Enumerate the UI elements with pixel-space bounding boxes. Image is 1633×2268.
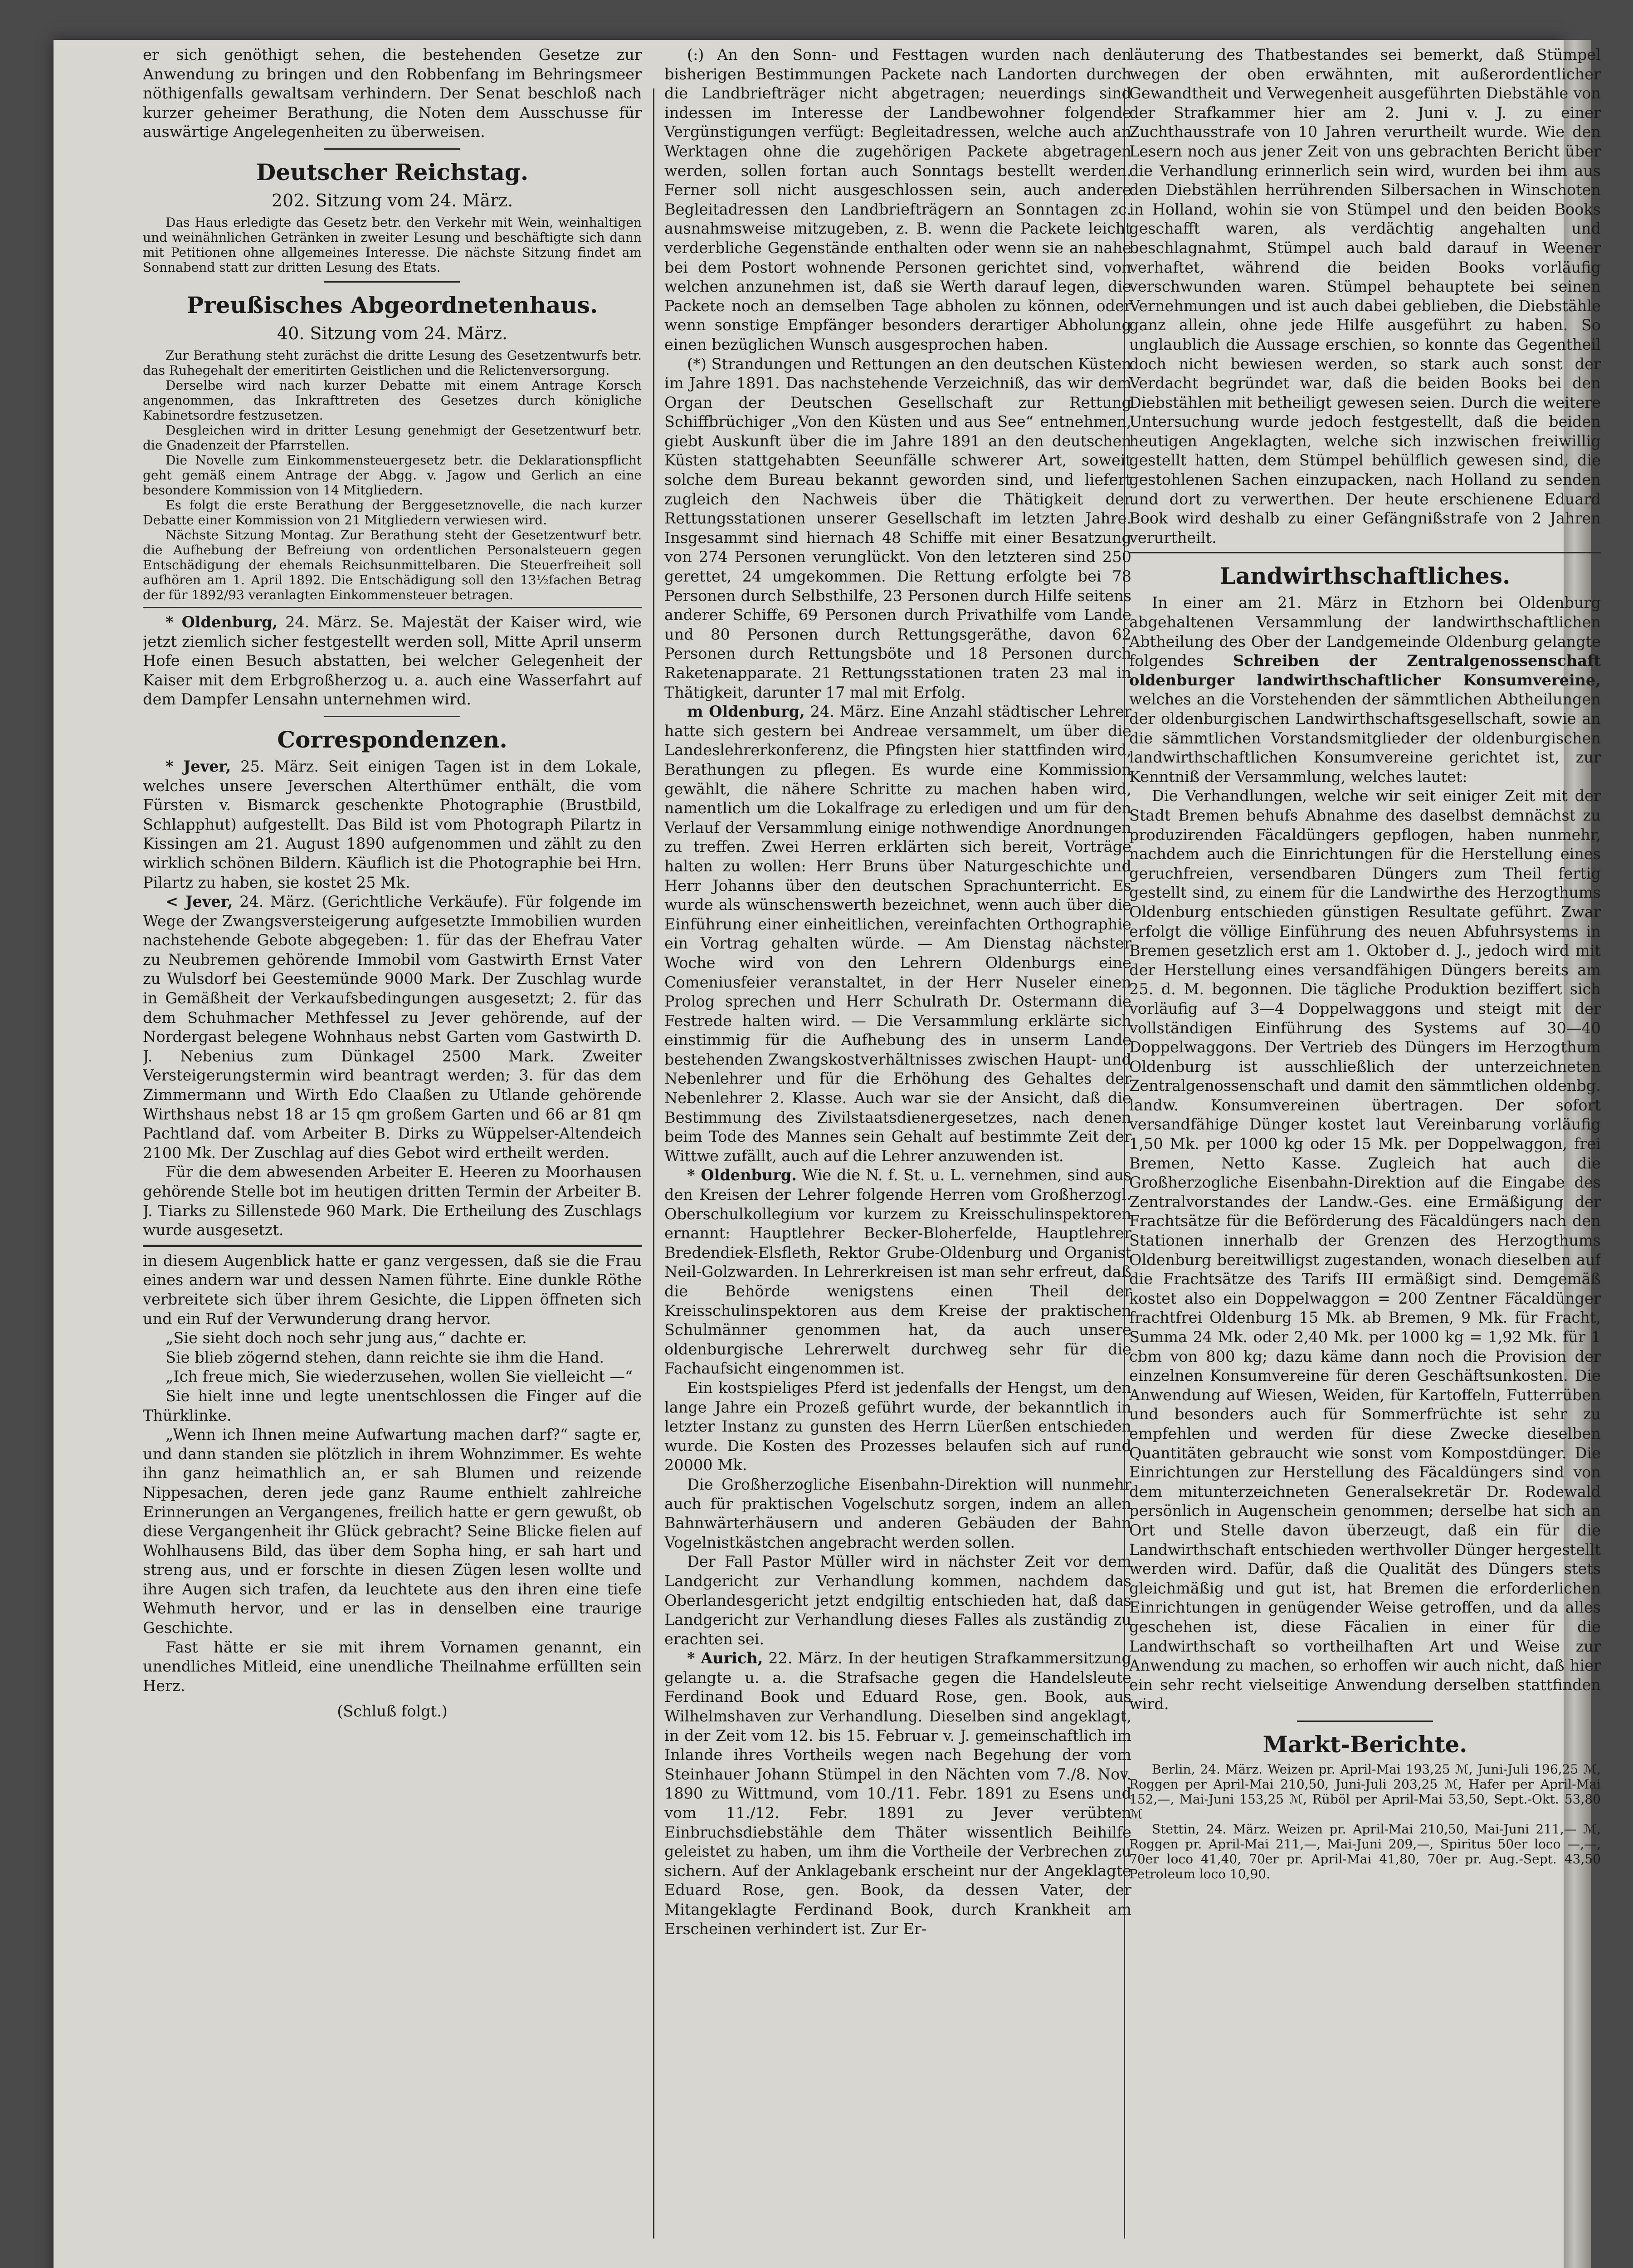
dateline: < Jever, (166, 893, 233, 911)
reichstag-heading: Deutscher Reichstag. (256, 158, 529, 186)
column-3 (1129, 45, 1601, 2200)
landwirthschaftliches-heading: Landwirthschaftliches. (1219, 562, 1511, 590)
abg-paragraph: Nächste Sitzung Montag. Zur Berathung steht der Gesetzentwurf betr. die Aufhebung der Befreiung von ordentlichen Personalsteuern gegen Entschädigung der ehemals Reichsunmittelbaren. Die Steuerfreiheit soll aufhören am 1. April 1892. Die Entschädigung soll den 13½fachen Betrag der für 1892/93 veranlagten Einkommensteuer betragen. (143, 527, 642, 602)
dateline: m Oldenburg, (687, 703, 805, 721)
dateline: * Oldenburg, (166, 613, 278, 631)
separator (324, 148, 460, 150)
feuilleton-rule (143, 1245, 642, 1247)
feuilleton-paragraph: „Sie sieht doch noch sehr jung aus,“ dachte er. (166, 1329, 527, 1347)
separator (1297, 1721, 1433, 1722)
markt-berichte-heading: Markt-Berichte. (1263, 1730, 1467, 1758)
separator (1129, 552, 1601, 553)
news-item: m Oldenburg, 24. März. Eine Anzahl städtischer Lehrer hatte sich gestern bei Andreae versammelt, um über die Landeslehrerkonferenz, die Pfingsten hier stattfinden wird, Berathungen zu pflegen. Es wurde eine Kommission gewählt, die nähere Schritte zu machen haben wird, namentlich um die Lokalfrage zu erledigen und um für den Verlauf der Versammlung einige nothwendige Anordnungen zu treffen. Zwei Herren erklärten sich bereit, Vorträge halten zu wollen: Herr Bruns über Naturgeschichte und Herr Johanns über den deutschen Sprachunterricht. Es wurde als wünschenswerth bezeichnet, wenn auch über die Einführung einer einheitlichen, vereinfachten Orthographie ein Vortrag gehalten würde. — Am Dienstag nächster Woche wird von den Lehrern Oldenburgs eine Comeniusfeier veranstaltet, in der Herr Nuseler einen Prolog sprechen und Herr Schulrath Dr. Ostermann die Festrede halten wird. — Die Versammlung erklärte sich einstimmig für die Aufhebung des in unserm Lande bestehenden Zwangskostverhältnisses zwischen Haupt- und Nebenlehrer und für die Erhöhung des Gehaltes der Nebenlehrer 2. Klasse. Auch war sie der Ansicht, daß die Bestimmung des Zivilstaatsdienergesetzes, nach denen beim Tode des Mannes sein Gehalt auf bestimmte Zeit der Wittwe zufällt, auch auf die Lehrer anzuwenden ist. (664, 703, 1131, 1165)
abgeordnetenhaus-session: 40. Sitzung vom 24. März. (277, 323, 508, 343)
abg-paragraph: Es folgt die erste Berathung der Berggesetznovelle, die nach kurzer Debatte einer Kommission von 21 Mitgliedern verwiesen wird. (143, 497, 642, 528)
column-rule-1 (653, 88, 654, 2239)
land-paragraph: Die Verhandlungen, welche wir seit einiger Zeit mit der Stadt Bremen behufs Abnahme des daselbst demnächst zu produzirenden Fäcaldüngers gepflogen, haben nunmehr, nachdem auch die Einrichtungen für die Herstellung eines geruchfreien, versendbaren Düngers zum Theil fertig gestellt sind, zu einem für die Landwirthe des Herzogthums Oldenburg entschieden günstigen Resultate geführt. Zwar erfolgt die völlige Einführung des neuen Abfuhrsystems in Bremen gesetzlich erst am 1. Oktober d. J., jedoch wird mit der Herstellung eines versandfähigen Düngers bereits am 25. d. M. begonnen. Die tägliche Produktion beziffert sich vorläufig auf 3—4 Doppelwaggons und steigt mit der vollständigen Einführung des Systems auf 30—40 Doppelwaggons. Der Vertrieb des Düngers im Herzogthum Oldenburg ist ausschließlich der unterzeichneten Zentralgenossenschaft und damit den sämmtlichen oldenbg. landw. Konsumvereinen übertragen. Der sofort versandfähige Dünger kostet laut Vereinbarung vorläufig 1,50 Mk. per 1000 kg oder 15 Mk. per Doppelwaggon, frei Bremen, Netto Kasse. Zugleich hat auch die Großherzogliche Eisenbahn-Direktion auf die Eingabe des Zentralvorstandes der Landw.-Ges. eine Ermäßigung der Frachtsätze für die Beförderung des Fäcaldüngers nach den Stationen innerhalb der Grenzen des Herzogthums Oldenburg bereitwilligst zugestanden, wonach dieselben auf die Frachtsätze des Tarifs III ermäßigt sind. Demgemäß kostet also ein Doppelwaggon = 200 Zentner Fäcaldünger frachtfrei Oldenburg 15 Mk. ab Bremen, 9 Mk. für Fracht, Summa 24 Mk. oder 2,40 Mk. per 1000 kg = 1,92 Mk. für 1 cbm von 800 kg; dazu käme dann noch die Provision der einzelnen Konsumvereine für deren Geschäftsunkosten. Die Anwendung auf Wiesen, Weiden, für Kartoffeln, Futterrüben und besonders auch für Sommerfrüchte ist sehr zu empfehlen und werden für diese Zwecke dieselben Quantitäten gebraucht wie sonst vom Kompostdünger. Die Einrichtungen zur Herstellung des Fäcaldüngers sind von dem mitunterzeichneten Generalsekretär Dr. Rodewald persönlich in Augenschein genommen; derselbe hat sich an Ort und Stelle davon überzeugt, daß ein für die Landwirthschaft entschieden werthvoller Dünger hergestellt werden wird. Dafür, daß die Qualität des Düngers stets gleichmäßig und gut ist, hat Bremen die erforderlichen Einrichtungen in genügender Weise getroffen, und da alles geschehen ist, diese Fäcalien in einer für die Landwirthschaft so vortheilhaften Art und Weise zur Anwendung zu machen, so erhoffen wir auch nicht, daß hier ein sehr recht vielseitige Anwendung derselben stattfinden wird. (1129, 787, 1601, 1713)
reichstag-session: 202. Sitzung vom 24. März. (271, 190, 513, 210)
market-report-berlin: Berlin, 24. März. Weizen pr. April-Mai 193,25 ℳ, Juni-Juli 196,25 ℳ, Roggen per April-Mai 210,50, Juni-Juli 203,25 ℳ, Hafer per April-Mai 152,—, Mai-Juni 153,25 ℳ, Rüböl per April-Mai 53,50, Sept.-Okt. 53,80 ℳ (1129, 1761, 1601, 1822)
feuilleton-paragraph: „Wenn ich Ihnen meine Aufwartung machen darf?“ sagte er, und dann standen sie plötzlich in ihrem Wohnzimmer. Es wehte ihn ganz heimathlich an, er sah Blumen und reizende Nippesachen, deren jede ganz Raume enthielt zahlreiche Erinnerungen an Vergangenes, freilich hatte er gern gewußt, ob diese Vergangenheit ihr Glück gebracht? Seine Blicke fielen auf Wohlhausens Bild, das über dem Sopha hing, er sah hart und streng aus, und er forschte in diesen Zügen lesen wollte und ihre Augen sich trafen, da leuchtete aus den ihren eine tiefe Wehmuth hervor, und er las in denselben eine traurige Geschichte. (143, 1426, 642, 1637)
oldenburg-item: * Oldenburg, 24. März. Se. Majestät der Kaiser wird, wie jetzt ziemlich sicher festgestellt werden soll, Mitte April unserm Hofe einen Besuch abstatten, bei welcher Gelegenheit der Kaiser mit dem Erbgroßherzog u. a. auch eine Wasserfahrt auf dem Dampfer Lensahn unternehmen wird. (143, 613, 642, 709)
abg-paragraph: Desgleichen wird in dritter Lesung genehmigt der Gesetzentwurf betr. die Gnadenzeit der Pfarrstellen. (143, 422, 642, 453)
separator (324, 281, 460, 283)
news-item: * Aurich, 22. März. In der heutigen Strafkammersitzung gelangte u. a. die Strafsache gegen die Handelsleute Ferdinand Book und Eduard Rose, gen. Book, aus Wilhelmshaven zur Verhandlung. Dieselben sind angeklagt, in der Zeit vom 12. bis 15. Februar v. J. gemeinschaftlich im Inlande ihres Vortheils wegen nach Begehung der vom Steinhauer Johann Stümpel in den Nächten vom 7./8. Nov. 1890 zu Wittmund, vom 10./11. Febr. 1891 zu Esens und vom 11./12. Febr. 1891 zu Jever verübten Einbruchsdiebstähle dem Thäter wissentlich Beihilfe geleistet zu haben, um ihm die Vortheile der Verbrechen zu sichern. Auf der Anklagebank erscheint nur der Angeklagte Eduard Rose, gen. Book, da dessen Vater, der Mitangeklagte Ferdinand Book, durch Krankheit am Erscheinen verhindert ist. Zur Er- (664, 1649, 1131, 1938)
feuilleton-paragraph: „Ich freue mich, Sie wiederzusehen, wollen Sie vielleicht —“ (166, 1368, 633, 1386)
column-1 (143, 45, 642, 2200)
schluss-folgt: (Schluß folgt.) (337, 1702, 448, 1721)
abg-paragraph: Derselbe wird nach kurzer Debatte mit einem Antrage Korsch angenommen, das Inkrafttreten des Gesetzes durch königliche Kabinetsordre festzusetzen. (143, 377, 642, 423)
intro-paragraph: er sich genöthigt sehen, die bestehenden Gesetze zur Anwendung zu bringen und den Robbenfang im Behringsmeer nöthigenfalls gewaltsam verhindern. Der Senat beschloß nach kurzer geheimer Berathung, die Noten dem Ausschusse für auswärtige Angelegenheiten zu überweisen. (143, 46, 642, 141)
dateline: * Aurich, (687, 1649, 763, 1667)
feuilleton-paragraph: in diesem Augenblick hatte er ganz vergessen, daß sie die Frau eines andern war und dessen Namen führte. Eine dunkle Röthe verbreitete sich über ihrem Gesichte, die Lippen öffneten sich und ein Ruf der Verwunderung drang hervor. (143, 1251, 642, 1328)
reichstag-text: Das Haus erledigte das Gesetz betr. den Verkehr mit Wein, weinhaltigen und weinähnlichen Getränken in zweiter Lesung und beschäftigte sich dann mit Petitionen ohne allgemeines Interesse. Die nächste Sitzung findet am Sonnabend statt zur dritten Lesung des Etats. (143, 215, 642, 275)
feuilleton-paragraph: Sie hielt inne und legte unentschlossen die Finger auf die Thürklinke. (143, 1387, 642, 1424)
abg-paragraph: Zur Berathung steht zurächst die dritte Lesung des Gesetzentwurfs betr. das Ruhegehalt der emeritirten Geistlichen und die Relictenversorgung. (143, 347, 642, 378)
feuilleton-paragraph: Fast hätte er sie mit ihrem Vornamen genannt, ein unendliches Mitleid, eine unendliche Theilnahme erfüllten sein Herz. (143, 1638, 642, 1695)
dateline: * Oldenburg. (687, 1166, 797, 1184)
separator (324, 716, 460, 717)
abgeordnetenhaus-heading: Preußisches Abgeordnetenhaus. (186, 291, 598, 318)
news-item: (*) Strandungen und Rettungen an den deutschen Küsten im Jahre 1891. Das nachstehende Verzeichniß, das wir dem Organ der Deutschen Gesellschaft zur Rettung Schiffbrüchiger „Von den Küsten und aus See“ entnehmen, giebt Auskunft über die im Jahre 1891 an den deutschen Küsten stattgehabten Seeunfälle schwerer Art, soweit solche dem Bureau bekannt geworden sind, und liefert zugleich den Nachweis über die Thätigkeit der Rettungsstationen unserer Gesellschaft im letzten Jahre. Insgesammt sind hiernach 48 Schiffe mit einer Besatzung von 274 Personen verunglückt. Von den letzteren sind 250 gerettet, 24 umgekommen. Die Rettung erfolgte bei 78 Personen durch Selbsthilfe, 23 Personen durch Hilfe seitens anderer Schiffe, 69 Personen durch Privathilfe vom Lande und 80 Personen durch Rettungsgeräthe, davon 62 Personen durch Rettungsböte und 18 Personen durch Raketenapparate. 21 Rettungsstationen traten 23 mal in Thätigkeit, darunter 17 mal mit Erfolg. (664, 355, 1131, 701)
jever-item: * Jever, 25. März. Seit einigen Tagen ist in dem Lokale, welches unsere Jeverschen Alterthümer enthält, die vom Fürsten v. Bismarck geschenkte Photographie (Brustbild, Schlapphut) aufgestellt. Das Bild ist vom Photograph Pilartz in Kissingen am 21. August 1890 aufgenommen und zählt zu den wirklich schönen Bildern. Käuflich ist die Photographie bei Hrn. Pilartz zu haben, sie kostet 25 Mk. (143, 757, 642, 891)
jever-item: < Jever, 24. März. (Gerichtliche Verkäufe). Für folgende im Wege der Zwangsversteigerung aufgesetzte Immobilien wurden nachstehende Gebote abgegeben: 1. für das der Ehefrau Vater zu Neubremen gehörende Immobil vom Gastwirth Ernst Vater zu Wulsdorf bei Geestemünde 9000 Mark. Der Zuschlag wurde in Gemäßheit der Verkaufsbedingungen ausgesetzt; 2. für das dem Schuhmacher Methfessel zu Jever gehörende, auf der Nordergast belegene Wohnhaus nebst Garten vom Gastwirth D. J. Nebenius zum Dünkagel 2500 Mark. Zweiter Versteigerungstermin wird beantragt werden; 3. für das dem Zimmermann und Wirth Edo Claaßen zu Utlande gehörende Wirthshaus nebst 18 ar 15 qm großem Garten und 66 ar 81 qm Pachtland daf. vom Arbeiter B. Dirks zu Wüppelser-Altendeich 2100 Mk. Der Zuschlag auf dies Gebot wird ertheilt werden. (143, 893, 642, 1162)
abg-paragraph: Die Novelle zum Einkommensteuergesetz betr. die Deklarationspflicht geht gemäß einem Antrage der Abgg. v. Jagow und Gerlich an eine besondere Kommission von 14 Mitgliedern. (143, 452, 642, 498)
separator (143, 607, 642, 608)
correspondenzen-heading: Correspondenzen. (277, 726, 507, 753)
news-item: Der Fall Pastor Müller wird in nächster Zeit vor dem Landgericht zur Verhandlung kommen, nachdem das Oberlandesgericht jetzt endgiltig entschieden hat, daß das Landgericht zur Verhandlung dieses Falles als zuständig zu erachten sei. (664, 1553, 1131, 1648)
news-item: Die Großherzogliche Eisenbahn-Direktion will nunmehr auch für praktischen Vogelschutz sorgen, indem an allen Bahnwärterhäusern und anderen Gebäuden der Bahn Vogelnistkästchen angebracht werden sollen. (664, 1475, 1131, 1551)
feuilleton-paragraph: Sie blieb zögernd stehen, dann reichte sie ihm die Hand. (166, 1348, 604, 1366)
land-paragraph: In einer am 21. März in Etzhorn bei Oldenburg abgehaltenen Versammlung der landwirthschaftlichen Abtheilung des Ober der Landgemeinde Oldenburg gelangte folgendes Schreiben der Zentralgenossenschaft oldenburger landwirthschaftlicher Konsumvereine, welches an die Vorstehenden der sämmtlichen Abtheilungen der oldenburgischen Landwirthschaftsgesellschaft, sowie an die sämmtlichen Vorstandsmitglieder der oldenburgischen landwirthschaftlichen Konsumvereine gerichtet ist, zur Kenntniß der Versammlung, welches lautet: (1129, 594, 1601, 786)
jever-item: Für die dem abwesenden Arbeiter E. Heeren zu Moorhausen gehörende Stelle bot im heutigen dritten Termin der Arbeiter B. J. Tiarks zu Sillenstede 960 Mark. Die Ertheilung des Zuschlags wurde ausgesetzt. (143, 1163, 642, 1239)
market-report-stettin: Stettin, 24. März. Weizen pr. April-Mai 210,50, Mai-Juni 211,— ℳ, Roggen pr. April-Mai 211,—, Mai-Juni 209,—, Spiritus 50er loco —,—, 70er loco 41,40, 70er pr. April-Mai 41,80, 70er pr. Aug.-Sept. 43,50 Petroleum loco 10,90. (1129, 1821, 1601, 1882)
news-item: * Oldenburg. Wie die N. f. St. u. L. vernehmen, sind aus den Kreisen der Lehrer folgende Herren vom Großherzogl. Oberschulkollegium vor kurzem zu Kreisschulinspektoren ernannt: Hauptlehrer Becker-Bloherfelde, Hauptlehrer Bredendiek-Elsfleth, Rektor Grube-Oldenburg und Organist Neil-Golzwarden. In Lehrerkreisen ist man sehr erfreut, daß die Behörde wenigstens einen Theil der Kreisschulinspektoren aus dem Kreise der praktischen Schulmänner genommen hat, da auch unsere oldenburgische Lehrerwelt durchweg sehr für die Fachaufsicht eingenommen ist. (664, 1166, 1131, 1378)
column-2 (664, 45, 1131, 2204)
dateline: * Jever, (166, 757, 231, 775)
continuation-paragraph: läuterung des Thatbestandes sei bemerkt, daß Stümpel wegen der oben erwähnten, mit außerordentlicher Gewandtheit und Verwegenheit ausgeführten Diebstähle von der Strafkammer hier am 2. Juni v. J. zu einer Zuchthausstrafe von 10 Jahren verurtheilt wurde. Wie den Lesern noch aus jener Zeit von uns gebrachten Bericht über die Verhandlung erinnerlich sein wird, wurden bei ihm aus den Diebstählen herrührenden Silbersachen in Winschoten in Holland, wohin sie von Stümpel und den beiden Books geschafft waren, als verdächtig angehalten und beschlagnahmt, Stümpel auch bald darauf in Weener verhaftet, während die beiden Books vorläufig verschwunden waren. Stümpel behauptete bei seinen Vernehmungen und ist auch dabei geblieben, die Diebstähle ganz allein, ohne jede Hilfe ausgeführt zu haben. So unglaublich die Aussage erschien, so konnte das Gegentheil doch nicht bewiesen werden, so stark auch sonst der Verdacht begründet war, daß die beiden Books bei den Diebstählen mit betheiligt gewesen seien. Durch die weitere Untersuchung wurde jedoch festgestellt, daß die beiden heutigen Angeklagten, welche sich inzwischen freiwillig gestellt hatten, dem Stümpel behülflich gewesen sind, die gestohlenen Sachen einzupacken, nach Holland zu senden und dort zu verwerthen. Der heute erschienene Eduard Book wird deshalb zu einer Gefängnißstrafe von 2 Jahren verurtheilt. (1129, 46, 1601, 547)
news-item: Ein kostspieliges Pferd ist jedenfalls der Hengst, um den lange Jahre ein Prozeß geführt wurde, der bekanntlich in letzter Instanz zu gunsten des Herrn Lüerßen entschieden wurde. Die Kosten des Prozesses belaufen sich auf rund 20000 Mk. (664, 1378, 1131, 1474)
news-item: (:) An den Sonn- und Festtagen wurden nach den bisherigen Bestimmungen Packete nach Landorten durch die Landbriefträger nicht abgetragen; neuerdings sind indessen im Interesse der Landbewohner folgende Vergünstigungen verfügt: Begleitadressen, welche auch an Werktagen ohne die zugehörigen Packete abgetragen werden, sollen fortan auch Sonntags bestellt werden. Ferner soll nicht ausgeschlossen sein, auch andere Begleitadressen den Landbriefträgern an Sonntagen zc. ausnahmsweise mitzugeben, z. B. wenn die Packete leicht verderbliche Gegenstände enthalten oder wenn sie an nahe bei dem Postort wohnende Personen gerichtet sind, von welchen anzunehmen ist, daß sie Werth darauf legen, die Packete noch an demselben Tage abholen zu können, oder wenn sonstige Empfänger besonders derartiger Abholung einen bezüglichen Wunsch ausgesprochen haben. (664, 46, 1131, 353)
